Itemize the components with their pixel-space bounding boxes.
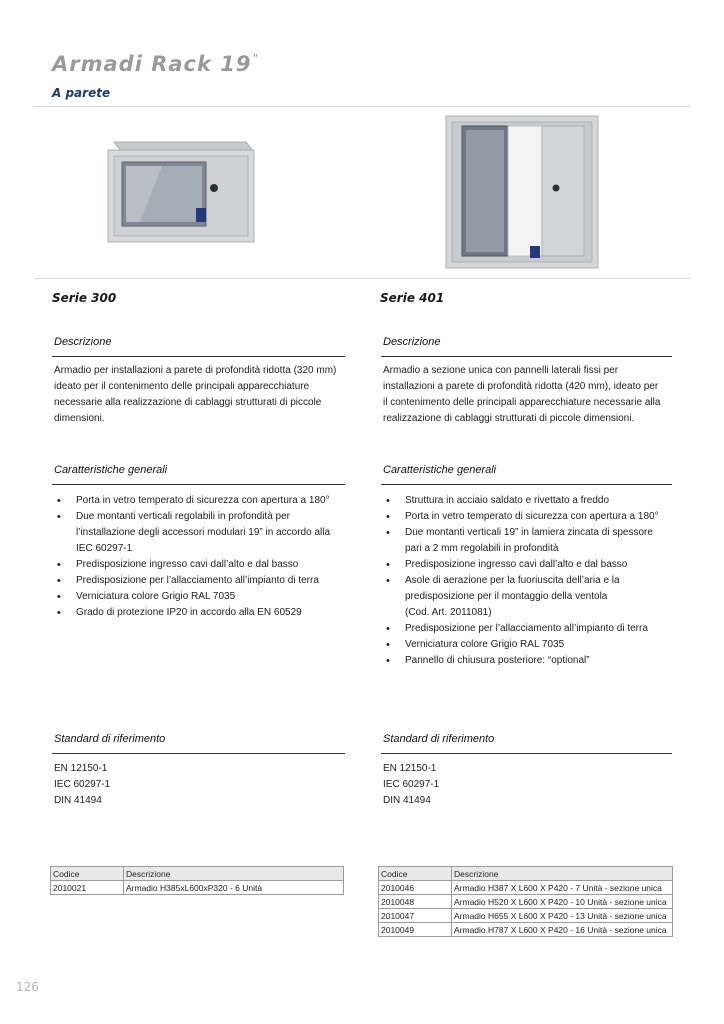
right-descrizione-text	[383, 363, 683, 427]
list-item: • Asole di aerazione per la fuoriuscita dell’aria e la predisposizione per il montaggio della ventola (Cod. Art. 2011081)	[383, 573, 683, 621]
column-header-descrizione: Descrizione	[124, 867, 344, 881]
text-line: realizzazione di cablaggi strutturati di piccole dimensioni.	[383, 413, 635, 424]
left-codes-table	[50, 866, 344, 895]
table-row	[379, 881, 673, 895]
series-300-title: Serie 300	[52, 291, 117, 305]
table-row	[379, 923, 673, 937]
text-line: ideato per il contenimento delle principali apparecchiature	[54, 381, 310, 392]
right-caratteristiche-rule	[381, 484, 672, 485]
right-standards-list	[383, 761, 439, 809]
text-line: Armadio per installazioni a parete di profondità ridotta (320 mm)	[54, 365, 337, 376]
standard-item: EN 12150-1	[54, 763, 108, 774]
page-title: Armadi Rack 19”	[52, 52, 259, 76]
table-header-row	[379, 867, 673, 881]
list-item: • Predisposizione per l’allacciamento all’impianto di terra	[383, 621, 683, 637]
left-descrizione-heading: Descrizione	[54, 336, 112, 348]
list-item: • Pannello di chiusura posteriore: “optional”	[383, 653, 683, 669]
left-caratteristiche-rule	[52, 484, 345, 485]
table-row	[379, 895, 673, 909]
column-header-descrizione: Descrizione	[452, 867, 673, 881]
left-standard-heading: Standard di riferimento	[54, 733, 166, 745]
cell-codice: 2010049	[379, 923, 452, 937]
cell-descrizione: Armadio H655 X L600 X P420 - 13 Unità - sezione unica	[452, 909, 673, 923]
table-row	[51, 881, 344, 895]
list-item: • Due montanti verticali regolabili in profondità per l’installazione degli accessori modulari 19” in accordo alla IEC 60297-1	[54, 509, 354, 557]
cell-descrizione: Armadio H387 X L600 X P420 - 7 Unità - sezione unica	[452, 881, 673, 895]
series-401-title: Serie 401	[380, 291, 445, 305]
table-row	[379, 909, 673, 923]
title-mark: ”	[251, 52, 259, 66]
list-item: • Due montanti verticali 19” in lamiera zincata di spessore pari a 2 mm regolabili in profondità	[383, 525, 683, 557]
list-item: • Porta in vetro temperato di sicurezza con apertura a 180°	[383, 509, 683, 525]
right-caratteristiche-heading: Caratteristiche generali	[383, 464, 497, 476]
list-item: • Predisposizione ingresso cavi dall’alto e dal basso	[54, 557, 354, 573]
list-item: • Predisposizione per l’allacciamento all’impianto di terra	[54, 573, 354, 589]
list-item: • Struttura in acciaio saldato e rivettato a freddo	[383, 493, 683, 509]
cell-descrizione: Armadio H520 X L600 X P420 - 10 Unità - sezione unica	[452, 895, 673, 909]
text-line: installazioni a parete di profondità ridotta (420 mm), ideato per	[383, 381, 659, 392]
left-standards-list	[54, 761, 110, 809]
cell-descrizione: Armadio H787 X L600 X P420 - 16 Unità - sezione unica	[452, 923, 673, 937]
text-line: il contenimento delle principali apparecchiature necessarie alla	[383, 397, 661, 408]
right-standard-heading: Standard di riferimento	[383, 733, 495, 745]
cell-codice: 2010021	[51, 881, 124, 895]
page-subtitle: A parete	[52, 86, 111, 100]
right-descrizione-rule	[381, 356, 672, 357]
section-divider	[34, 278, 690, 279]
right-descrizione-heading: Descrizione	[383, 336, 441, 348]
cabinet-300-image	[100, 134, 260, 246]
cell-descrizione: Armadio H385xL600xP320 - 6 Unità	[124, 881, 344, 895]
standard-item: IEC 60297-1	[54, 779, 111, 790]
left-standard-rule	[52, 753, 345, 754]
column-header-codice: Codice	[51, 867, 124, 881]
right-standard-rule	[381, 753, 672, 754]
list-item: • Predisposizione ingresso cavi dall’alto e dal basso	[383, 557, 683, 573]
header-divider	[34, 106, 690, 107]
page-number: 126	[16, 980, 39, 994]
cell-codice: 2010047	[379, 909, 452, 923]
cell-codice: 2010048	[379, 895, 452, 909]
cabinet-401-image	[440, 112, 600, 272]
left-caratteristiche-heading: Caratteristiche generali	[54, 464, 168, 476]
list-item: • Grado di protezione IP20 in accordo alla EN 60529	[54, 605, 354, 621]
text-line: Armadio a sezione unica con pannelli laterali fissi per	[383, 365, 619, 376]
left-descrizione-text	[54, 363, 354, 427]
right-features-list	[383, 493, 683, 669]
standard-item: EN 12150-1	[383, 763, 437, 774]
table-header-row	[51, 867, 344, 881]
text-line: dimensioni.	[54, 413, 105, 424]
left-features-list	[54, 493, 354, 621]
list-item: • Porta in vetro temperato di sicurezza con apertura a 180°	[54, 493, 354, 509]
right-codes-table	[378, 866, 673, 937]
cell-codice: 2010046	[379, 881, 452, 895]
standard-item: DIN 41494	[383, 795, 431, 806]
text-line: necessarie alla realizzazione di cablaggi strutturati di piccole	[54, 397, 322, 408]
list-item: • Verniciatura colore Grigio RAL 7035	[383, 637, 683, 653]
standard-item: IEC 60297-1	[383, 779, 440, 790]
list-item: • Verniciatura colore Grigio RAL 7035	[54, 589, 354, 605]
standard-item: DIN 41494	[54, 795, 102, 806]
left-descrizione-rule	[52, 356, 345, 357]
column-header-codice: Codice	[379, 867, 452, 881]
